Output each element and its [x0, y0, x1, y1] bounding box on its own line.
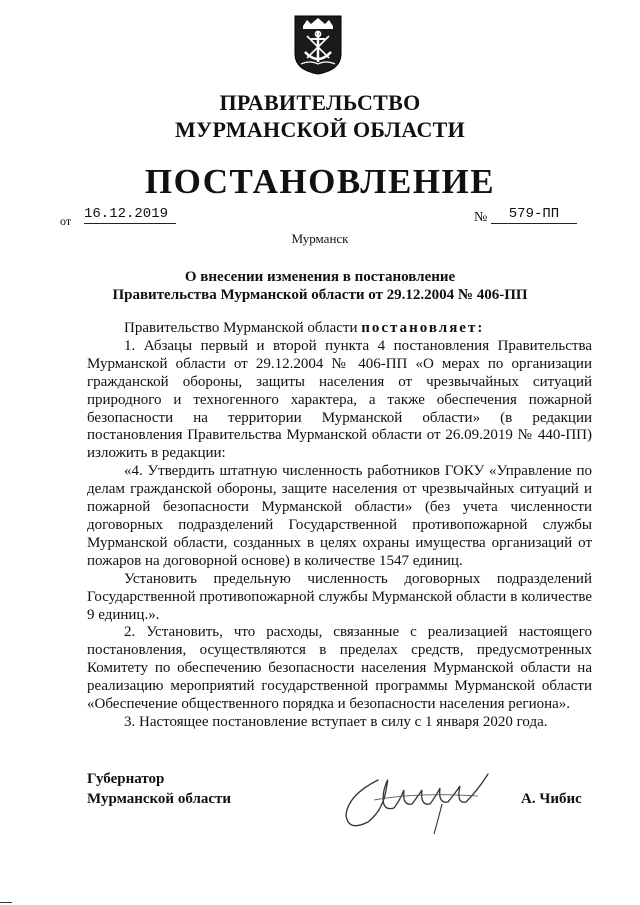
- document-type-title: ПОСТАНОВЛЕНИЕ: [144, 162, 496, 201]
- coat-of-arms-icon: [293, 14, 343, 76]
- body-paragraph: «4. Утвердить штатную численность работников ГОКУ «Управление по делам гражданской обороны, защите населения от чрезвычайных ситуаций и пожарной безопасности Мурманской области» (без учета численности договорных подразделений Государственной противопожарной службы Мурманской области, созданных в целях охраны имущества организаций от пожаров на договорной основе) в количестве 1547 единиц.: [87, 463, 592, 569]
- date-prefix: от: [60, 214, 72, 228]
- signer-name: А. Чибис: [521, 791, 582, 807]
- signer-title-line1: Губернатор: [87, 771, 165, 787]
- city-name: Мурманск: [291, 231, 349, 246]
- number-prefix: №: [474, 210, 488, 225]
- body-paragraph: Установить предельную численность договорных подразделений Государственной противопожарной службы Мурманской области в количестве 9 единиц.».: [87, 570, 592, 623]
- signature-icon: [338, 760, 490, 840]
- body-paragraph: 2. Установить, что расходы, связанные с реализацией настоящего постановления, осуществляются в пределах средств, предусмотренных Комитету по обеспечению безопасности населения Мурманской области на реализацию мероприятий государственной программы Мурманской области «Обеспечение общественного порядка и безопасности населения региона».: [87, 624, 592, 713]
- lead-spaced-word: постановляет:: [361, 320, 485, 336]
- lead-paragraph: [87, 320, 592, 338]
- document-number: 579-ПП: [491, 205, 577, 224]
- body-paragraph: 3. Настоящее постановление вступает в силу с 1 января 2020 года.: [124, 713, 548, 730]
- subject-line1: О внесении изменения в постановление: [184, 269, 456, 285]
- document-body: [87, 320, 592, 732]
- lead-text: Правительство Мурманской области: [124, 320, 362, 336]
- document-date: 16.12.2019: [84, 205, 176, 224]
- signer-title-line2: Мурманской области: [87, 791, 232, 807]
- government-name-line1: ПРАВИТЕЛЬСТВО: [219, 90, 421, 115]
- page-edge-mark: [0, 902, 12, 903]
- body-paragraph: 1. Абзацы первый и второй пункта 4 постановления Правительства Мурманской области от 29.12.2004 № 406-ПП «О мерах по организации гражданской обороны, защиты населения от чрезвычайных ситуаций природного и техногенного характера, а также обеспечения пожарной безопасности на территории Мурманской области» (в редакции постановления Правительства Мурманской области от 26.09.2019 № 440-ПП) изложить в редакции:: [87, 337, 592, 462]
- government-name-line2: МУРМАНСКОЙ ОБЛАСТИ: [174, 117, 466, 142]
- subject-line2: Правительства Мурманской области от 29.12.2004 № 406-ПП: [112, 287, 528, 303]
